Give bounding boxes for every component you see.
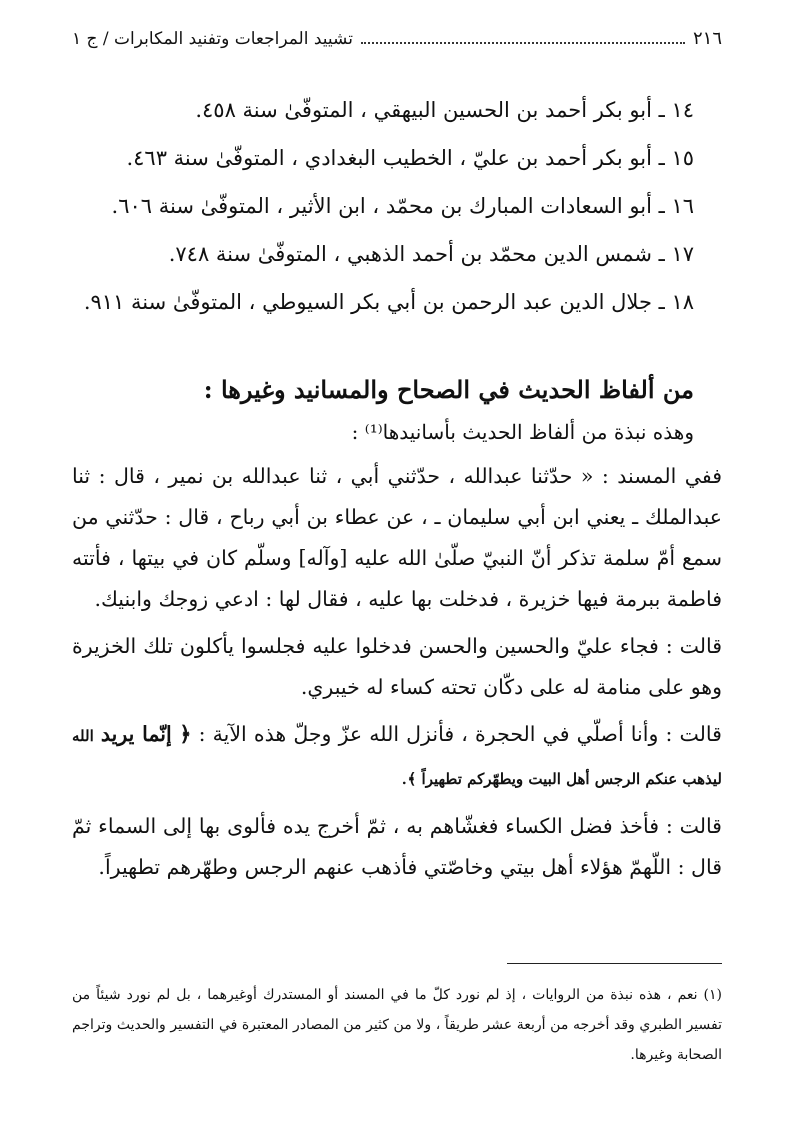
book-page	[72, 28, 722, 1108]
header-leader-dots	[361, 42, 685, 44]
running-header	[72, 28, 722, 62]
narrators-list	[72, 86, 722, 326]
section-intro: وهذه نبذة من ألفاظ الحديث بأسانيدها⁽¹⁾ :	[351, 420, 694, 444]
book-title: تشييد المراجعات وتفنيد المكابرات / ج ١	[72, 29, 353, 49]
footnote: (١) نعم ، هذه نبذة من الروايات ، إذ لم نورد كلّ ما في المسند أو المستدرك أوغيرهما ، بل لم نورد شيئاً من تفسير الطبري وقد أخرجه من أربعة عشر طريقاً ، ولا من كثير من المصادر المعتبرة في التفسير والحديث وتراجم الصحابة وغيرها.	[72, 987, 722, 1063]
page-number: ٢١٦	[692, 28, 722, 49]
paragraph-3-text: قالت : وأنا أصلّي في الحجرة ، فأنزل الله عزّ وجلّ هذه الآية :	[191, 722, 722, 746]
hadith-paragraph-1: ففي المسند : « حدّثنا عبدالله ، حدّثني أبي ، ثنا عبدالله بن نمير ، قال : ثنا عبدالملك ـ يعني ابن أبي سليمان ـ ، عن عطاء بن أبي رباح ، قال : حدّثني من سمع أمّ سلمة تذكر أنّ النبيّ صلّىٰ الله عليه [وآله] وسلّم كان في بيتها ، فأتته فاطمة ببرمة فيها خزيرة ، فدخلت بها عليه ، فقال لها : ادعي زوجك وابنيك.	[72, 464, 722, 611]
list-item: ١٧ ـ شمس الدين محمّد بن أحمد الذهبي ، المتوفّىٰ سنة ٧٤٨.	[168, 242, 694, 266]
footnote-separator	[507, 963, 722, 964]
hadith-paragraph-2: قالت : فجاء عليّ والحسين والحسن فدخلوا عليه فجلسوا يأكلون تلك الخزيرة وهو على منامة له على دكّان تحته كساء له خيبري.	[72, 634, 722, 699]
quran-verse-start: ﴿ إنّما يريد	[100, 722, 192, 746]
section-heading: من ألفاظ الحديث في الصحاح والمسانيد وغيرها :	[203, 375, 694, 404]
list-item: ١٥ ـ أبو بكر أحمد بن عليّ ، الخطيب البغدادي ، المتوفّىٰ سنة ٤٦٣.	[126, 146, 694, 170]
hadith-paragraph-3	[72, 714, 722, 800]
hadith-paragraph-4: قالت : فأخذ فضل الكساء فغشّاهم به ، ثمّ أخرج يده فألوى بها إلى السماء ثمّ قال : اللّهمّ هؤلاء أهل بيتي وخاصّتي فأذهب عنهم الرجس وطهّرهم تطهيراً.	[72, 814, 722, 879]
paragraph-3-end: .	[401, 765, 408, 789]
quran-verse-end: الله ليذهب عنكم الرجس أهل البيت ويطهّركم تطهيراً ﴾	[72, 727, 722, 788]
list-item: ١٤ ـ أبو بكر أحمد بن الحسين البيهقي ، المتوفّىٰ سنة ٤٥٨.	[195, 98, 694, 122]
list-item: ١٨ ـ جلال الدين عبد الرحمن بن أبي بكر السيوطي ، المتوفّىٰ سنة ٩١١.	[83, 290, 694, 314]
list-item: ١٦ ـ أبو السعادات المبارك بن محمّد ، ابن الأثير ، المتوفّىٰ سنة ٦٠٦.	[111, 194, 694, 218]
